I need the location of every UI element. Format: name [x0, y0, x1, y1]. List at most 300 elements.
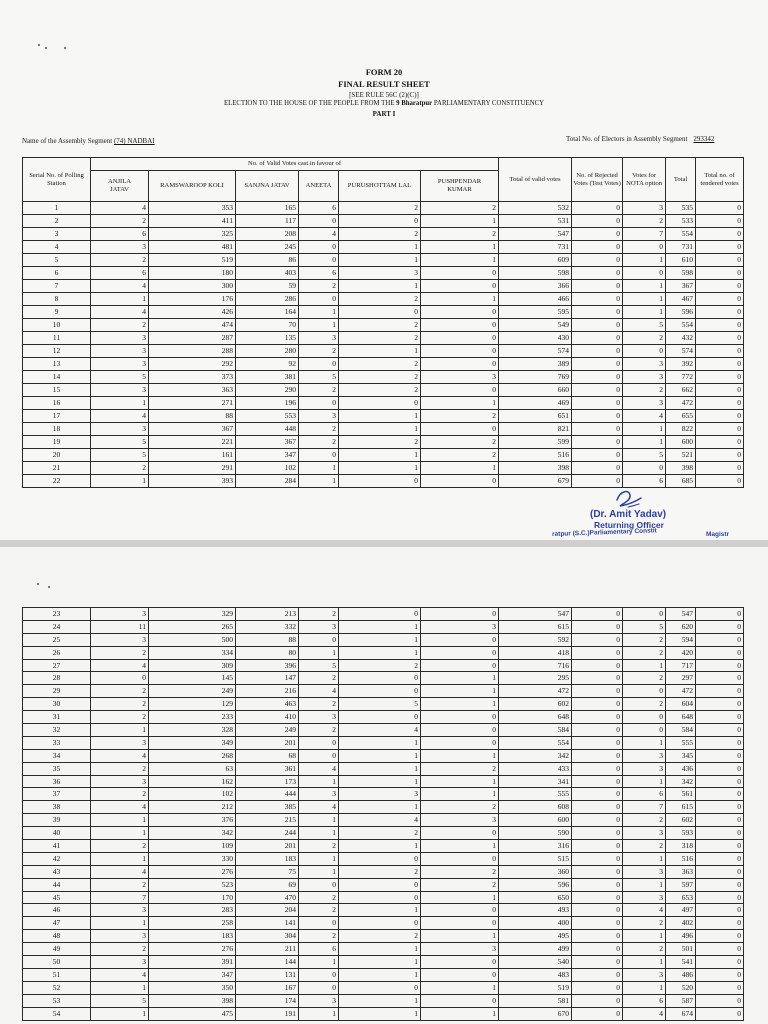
total-electors-label: Total No. of Electors in Assembly Segment [566, 135, 688, 143]
polling-station-row [23, 449, 744, 462]
cell-sanjna-jatav: 204 [236, 904, 299, 917]
cell-rejected: 0 [572, 633, 623, 646]
cell-rejected: 0 [572, 215, 623, 228]
cell-nota: 1 [623, 293, 666, 306]
cell-aneeta: 1 [299, 475, 339, 488]
sheet-title: FINAL RESULT SHEET [338, 79, 430, 89]
cell-purushottam-lal: 1 [339, 994, 421, 1007]
cell-aneeta: 2 [299, 930, 339, 943]
cell-aneeta: 3 [299, 620, 339, 633]
cell-anjila-jatav: 1 [91, 827, 149, 840]
cell-total-valid: 660 [499, 384, 572, 397]
cell-purushottam-lal: 1 [339, 254, 421, 267]
cell-serial: 7 [23, 280, 91, 293]
cell-anjila-jatav: 1 [91, 814, 149, 827]
cell-total: 561 [666, 788, 696, 801]
cell-total-valid: 469 [499, 397, 572, 410]
cell-aneeta: 1 [299, 646, 339, 659]
cell-anjila-jatav: 1 [91, 475, 149, 488]
cell-sanjna-jatav: 70 [236, 319, 299, 332]
cell-nota: 2 [623, 384, 666, 397]
cell-anjila-jatav: 11 [91, 620, 149, 633]
cell-pushpendar-kumar: 0 [421, 384, 499, 397]
cell-nota: 6 [623, 475, 666, 488]
cell-total: 620 [666, 620, 696, 633]
cell-pushpendar-kumar: 0 [421, 358, 499, 371]
cell-serial: 44 [23, 878, 91, 891]
cell-ramswaroop-koli: 88 [149, 410, 236, 423]
cell-rejected: 0 [572, 319, 623, 332]
cell-pushpendar-kumar: 1 [421, 840, 499, 853]
cell-total: 392 [666, 358, 696, 371]
cell-total: 516 [666, 852, 696, 865]
cell-ramswaroop-koli: 102 [149, 788, 236, 801]
cell-purushottam-lal: 1 [339, 762, 421, 775]
cell-nota: 3 [623, 358, 666, 371]
cell-tendered: 0 [696, 891, 744, 904]
candidate-name: RAMSWAROOP KOLI [160, 182, 224, 190]
cell-serial: 43 [23, 865, 91, 878]
cell-nota: 4 [623, 1007, 666, 1020]
cell-serial: 16 [23, 397, 91, 410]
cell-serial: 10 [23, 319, 91, 332]
candidate-header-aneeta [299, 171, 339, 202]
cell-anjila-jatav: 6 [91, 267, 149, 280]
cell-aneeta: 5 [299, 659, 339, 672]
cell-anjila-jatav: 3 [91, 904, 149, 917]
cell-pushpendar-kumar: 0 [421, 332, 499, 345]
cell-ramswaroop-koli: 292 [149, 358, 236, 371]
cell-nota: 2 [623, 943, 666, 956]
stamp-magistrate-text: Magistr [706, 531, 730, 538]
cell-pushpendar-kumar: 0 [421, 608, 499, 621]
cell-pushpendar-kumar: 2 [421, 449, 499, 462]
cell-purushottam-lal: 1 [339, 956, 421, 969]
cell-total: 345 [666, 749, 696, 762]
part-label: PART I [372, 110, 396, 118]
cell-total: 554 [666, 319, 696, 332]
cell-aneeta: 2 [299, 672, 339, 685]
cell-ramswaroop-koli: 426 [149, 306, 236, 319]
cell-ramswaroop-koli: 481 [149, 241, 236, 254]
cell-anjila-jatav: 3 [91, 332, 149, 345]
cell-purushottam-lal: 3 [339, 267, 421, 280]
cell-rejected: 0 [572, 891, 623, 904]
polling-station-row [23, 319, 744, 332]
cell-total: 496 [666, 930, 696, 943]
polling-station-row [23, 397, 744, 410]
cell-rejected: 0 [572, 711, 623, 724]
cell-purushottam-lal: 5 [339, 698, 421, 711]
cell-sanjna-jatav: 216 [236, 685, 299, 698]
cell-sanjna-jatav: 102 [236, 462, 299, 475]
cell-aneeta: 4 [299, 228, 339, 241]
cell-purushottam-lal: 0 [339, 891, 421, 904]
polling-station-row [23, 930, 744, 943]
cell-sanjna-jatav: 141 [236, 917, 299, 930]
cell-anjila-jatav: 2 [91, 762, 149, 775]
cell-tendered: 0 [696, 762, 744, 775]
cell-aneeta: 1 [299, 775, 339, 788]
cell-nota: 1 [623, 736, 666, 749]
cell-rejected: 0 [572, 749, 623, 762]
cell-serial: 47 [23, 917, 91, 930]
cell-rejected: 0 [572, 202, 623, 215]
cell-rejected: 0 [572, 449, 623, 462]
polling-station-row [23, 332, 744, 345]
polling-station-row [23, 956, 744, 969]
cell-serial: 22 [23, 475, 91, 488]
cell-anjila-jatav: 4 [91, 749, 149, 762]
cell-total-valid: 493 [499, 904, 572, 917]
cell-purushottam-lal: 1 [339, 943, 421, 956]
cell-nota: 3 [623, 827, 666, 840]
cell-anjila-jatav: 2 [91, 711, 149, 724]
cell-rejected: 0 [572, 762, 623, 775]
cell-anjila-jatav: 3 [91, 241, 149, 254]
cell-pushpendar-kumar: 1 [421, 462, 499, 475]
cell-sanjna-jatav: 88 [236, 633, 299, 646]
cell-tendered: 0 [696, 994, 744, 1007]
cell-nota: 1 [623, 280, 666, 293]
polling-station-row [23, 280, 744, 293]
cell-pushpendar-kumar: 0 [421, 633, 499, 646]
cell-aneeta: 3 [299, 788, 339, 801]
polling-station-row [23, 917, 744, 930]
cell-rejected: 0 [572, 371, 623, 384]
cell-pushpendar-kumar: 1 [421, 672, 499, 685]
cell-purushottam-lal: 2 [339, 827, 421, 840]
cell-sanjna-jatav: 332 [236, 620, 299, 633]
cell-anjila-jatav: 4 [91, 968, 149, 981]
cell-total: 674 [666, 1007, 696, 1020]
cell-serial: 42 [23, 852, 91, 865]
polling-station-row [23, 891, 744, 904]
signatory-name: (Dr. Amit Yadav) [590, 509, 667, 520]
cell-pushpendar-kumar: 2 [421, 436, 499, 449]
cell-total-valid: 592 [499, 633, 572, 646]
cell-total-valid: 584 [499, 724, 572, 737]
cell-total: 587 [666, 994, 696, 1007]
cell-pushpendar-kumar: 1 [421, 775, 499, 788]
cell-nota: 0 [623, 267, 666, 280]
cell-nota: 7 [623, 228, 666, 241]
cell-ramswaroop-koli: 500 [149, 633, 236, 646]
cell-tendered: 0 [696, 293, 744, 306]
cell-tendered: 0 [696, 865, 744, 878]
cell-serial: 33 [23, 736, 91, 749]
cell-rejected: 0 [572, 436, 623, 449]
cell-sanjna-jatav: 448 [236, 423, 299, 436]
nota-header: Votes for NOTA option [623, 158, 666, 202]
cell-total: 574 [666, 345, 696, 358]
polling-station-row [23, 878, 744, 891]
cell-nota: 1 [623, 306, 666, 319]
polling-station-row [23, 865, 744, 878]
cell-nota: 0 [623, 241, 666, 254]
cell-total: 655 [666, 410, 696, 423]
cell-rejected: 0 [572, 904, 623, 917]
cell-total: 685 [666, 475, 696, 488]
cell-sanjna-jatav: 463 [236, 698, 299, 711]
cell-aneeta: 2 [299, 840, 339, 853]
cell-sanjna-jatav: 245 [236, 241, 299, 254]
cell-purushottam-lal: 1 [339, 904, 421, 917]
cell-tendered: 0 [696, 202, 744, 215]
cell-pushpendar-kumar: 0 [421, 267, 499, 280]
cell-total: 547 [666, 608, 696, 621]
cell-total-valid: 615 [499, 620, 572, 633]
form-number: FORM 20 [365, 67, 403, 77]
polling-station-row [23, 801, 744, 814]
cell-rejected: 0 [572, 1007, 623, 1020]
cell-aneeta: 4 [299, 685, 339, 698]
scan-speck [45, 47, 47, 49]
cell-tendered: 0 [696, 358, 744, 371]
cell-sanjna-jatav: 249 [236, 724, 299, 737]
cell-pushpendar-kumar: 0 [421, 280, 499, 293]
cell-nota: 1 [623, 930, 666, 943]
cell-sanjna-jatav: 201 [236, 736, 299, 749]
cell-tendered: 0 [696, 384, 744, 397]
polling-station-row [23, 698, 744, 711]
cell-aneeta: 1 [299, 865, 339, 878]
cell-serial: 19 [23, 436, 91, 449]
cell-total-valid: 366 [499, 280, 572, 293]
polling-station-row [23, 254, 744, 267]
cell-purushottam-lal: 0 [339, 397, 421, 410]
cell-total: 662 [666, 384, 696, 397]
cell-ramswaroop-koli: 129 [149, 698, 236, 711]
cell-rejected: 0 [572, 865, 623, 878]
cell-aneeta: 3 [299, 332, 339, 345]
polling-station-row [23, 788, 744, 801]
cell-rejected: 0 [572, 788, 623, 801]
election-suffix: PARLIAMENTARY CONSTITUENCY [433, 100, 545, 107]
cell-pushpendar-kumar: 0 [421, 994, 499, 1007]
cell-rejected: 0 [572, 254, 623, 267]
cell-anjila-jatav: 5 [91, 436, 149, 449]
valid-votes-group-header: No. of Valid Votes cast in favour of [91, 158, 499, 171]
cell-total: 363 [666, 865, 696, 878]
cell-total: 717 [666, 659, 696, 672]
cell-purushottam-lal: 0 [339, 981, 421, 994]
total-valid-header: Total of valid votes [499, 158, 572, 202]
cell-sanjna-jatav: 80 [236, 646, 299, 659]
cell-purushottam-lal: 2 [339, 293, 421, 306]
cell-purushottam-lal: 3 [339, 788, 421, 801]
cell-ramswaroop-koli: 523 [149, 878, 236, 891]
cell-total-valid: 516 [499, 449, 572, 462]
cell-total-valid: 400 [499, 917, 572, 930]
cell-nota: 0 [623, 711, 666, 724]
polling-station-row [23, 994, 744, 1007]
polling-station-row [23, 215, 744, 228]
candidate-header-ramswaroop-koli [149, 171, 236, 202]
cell-anjila-jatav: 3 [91, 358, 149, 371]
cell-anjila-jatav: 5 [91, 994, 149, 1007]
cell-tendered: 0 [696, 956, 744, 969]
polling-station-row [23, 267, 744, 280]
polling-station-row [23, 762, 744, 775]
cell-serial: 50 [23, 956, 91, 969]
cell-anjila-jatav: 4 [91, 280, 149, 293]
cell-total-valid: 360 [499, 865, 572, 878]
cell-total: 472 [666, 397, 696, 410]
cell-anjila-jatav: 4 [91, 202, 149, 215]
cell-ramswaroop-koli: 63 [149, 762, 236, 775]
cell-tendered: 0 [696, 840, 744, 853]
cell-tendered: 0 [696, 659, 744, 672]
cell-serial: 4 [23, 241, 91, 254]
cell-total-valid: 598 [499, 267, 572, 280]
cell-aneeta: 1 [299, 814, 339, 827]
cell-total-valid: 519 [499, 981, 572, 994]
cell-tendered: 0 [696, 981, 744, 994]
cell-total-valid: 398 [499, 462, 572, 475]
cell-serial: 1 [23, 202, 91, 215]
cell-rejected: 0 [572, 608, 623, 621]
cell-total: 486 [666, 968, 696, 981]
cell-nota: 4 [623, 410, 666, 423]
candidate-header-sanjna-jatav [236, 171, 299, 202]
cell-tendered: 0 [696, 968, 744, 981]
cell-sanjna-jatav: 304 [236, 930, 299, 943]
cell-anjila-jatav: 1 [91, 981, 149, 994]
cell-nota: 3 [623, 202, 666, 215]
cell-pushpendar-kumar: 1 [421, 891, 499, 904]
cell-purushottam-lal: 0 [339, 711, 421, 724]
cell-anjila-jatav: 4 [91, 659, 149, 672]
polling-station-row [23, 633, 744, 646]
cell-pushpendar-kumar: 3 [421, 943, 499, 956]
cell-ramswaroop-koli: 334 [149, 646, 236, 659]
cell-rejected: 0 [572, 698, 623, 711]
cell-anjila-jatav: 3 [91, 384, 149, 397]
cell-sanjna-jatav: 68 [236, 749, 299, 762]
cell-sanjna-jatav: 385 [236, 801, 299, 814]
cell-anjila-jatav: 3 [91, 956, 149, 969]
cell-serial: 17 [23, 410, 91, 423]
cell-total-valid: 821 [499, 423, 572, 436]
cell-ramswaroop-koli: 258 [149, 917, 236, 930]
cell-purushottam-lal: 1 [339, 736, 421, 749]
cell-aneeta: 0 [299, 293, 339, 306]
cell-aneeta: 0 [299, 241, 339, 254]
cell-sanjna-jatav: 191 [236, 1007, 299, 1020]
cell-anjila-jatav: 2 [91, 788, 149, 801]
cell-ramswaroop-koli: 393 [149, 475, 236, 488]
cell-aneeta: 0 [299, 633, 339, 646]
cell-nota: 0 [623, 462, 666, 475]
cell-total: 533 [666, 215, 696, 228]
cell-ramswaroop-koli: 475 [149, 1007, 236, 1020]
cell-anjila-jatav: 6 [91, 228, 149, 241]
polling-station-row [23, 202, 744, 215]
cell-ramswaroop-koli: 342 [149, 827, 236, 840]
cell-purushottam-lal: 2 [339, 930, 421, 943]
cell-purushottam-lal: 4 [339, 814, 421, 827]
cell-ramswaroop-koli: 271 [149, 397, 236, 410]
cell-total-valid: 430 [499, 332, 572, 345]
cell-serial: 49 [23, 943, 91, 956]
cell-purushottam-lal: 0 [339, 608, 421, 621]
cell-sanjna-jatav: 286 [236, 293, 299, 306]
cell-total-valid: 769 [499, 371, 572, 384]
cell-total-valid: 599 [499, 436, 572, 449]
cell-purushottam-lal: 0 [339, 917, 421, 930]
polling-station-row [23, 410, 744, 423]
cell-total-valid: 596 [499, 878, 572, 891]
cell-tendered: 0 [696, 930, 744, 943]
cell-ramswaroop-koli: 347 [149, 968, 236, 981]
cell-ramswaroop-koli: 161 [149, 449, 236, 462]
cell-ramswaroop-koli: 233 [149, 711, 236, 724]
cell-anjila-jatav: 2 [91, 840, 149, 853]
cell-purushottam-lal: 1 [339, 968, 421, 981]
cell-sanjna-jatav: 59 [236, 280, 299, 293]
cell-rejected: 0 [572, 384, 623, 397]
cell-total-valid: 540 [499, 956, 572, 969]
cell-pushpendar-kumar: 1 [421, 685, 499, 698]
cell-tendered: 0 [696, 319, 744, 332]
cell-anjila-jatav: 3 [91, 930, 149, 943]
cell-tendered: 0 [696, 1007, 744, 1020]
cell-purushottam-lal: 2 [339, 659, 421, 672]
cell-rejected: 0 [572, 917, 623, 930]
cell-ramswaroop-koli: 268 [149, 749, 236, 762]
serial-header: Serial No. of Polling Station [23, 158, 91, 202]
cell-ramswaroop-koli: 391 [149, 956, 236, 969]
cell-total: 501 [666, 943, 696, 956]
cell-pushpendar-kumar: 3 [421, 371, 499, 384]
cell-nota: 2 [623, 698, 666, 711]
cell-total: 402 [666, 917, 696, 930]
cell-total-valid: 499 [499, 943, 572, 956]
cell-sanjna-jatav: 381 [236, 371, 299, 384]
cell-aneeta: 0 [299, 878, 339, 891]
cell-serial: 52 [23, 981, 91, 994]
cell-tendered: 0 [696, 775, 744, 788]
polling-station-row [23, 228, 744, 241]
cell-anjila-jatav: 2 [91, 646, 149, 659]
cell-nota: 1 [623, 852, 666, 865]
scan-speck [48, 586, 50, 588]
cell-ramswaroop-koli: 411 [149, 215, 236, 228]
cell-ramswaroop-koli: 145 [149, 672, 236, 685]
cell-purushottam-lal: 1 [339, 345, 421, 358]
cell-sanjna-jatav: 470 [236, 891, 299, 904]
cell-tendered: 0 [696, 814, 744, 827]
cell-sanjna-jatav: 396 [236, 659, 299, 672]
cell-tendered: 0 [696, 423, 744, 436]
cell-nota: 1 [623, 254, 666, 267]
result-rows-part-1 [23, 202, 744, 488]
cell-total-valid: 716 [499, 659, 572, 672]
cell-serial: 20 [23, 449, 91, 462]
cell-purushottam-lal: 4 [339, 724, 421, 737]
cell-anjila-jatav: 3 [91, 345, 149, 358]
cell-serial: 34 [23, 749, 91, 762]
cell-anjila-jatav: 3 [91, 775, 149, 788]
polling-station-row [23, 685, 744, 698]
cell-serial: 36 [23, 775, 91, 788]
cell-anjila-jatav: 1 [91, 1007, 149, 1020]
cell-purushottam-lal: 2 [339, 436, 421, 449]
cell-serial: 14 [23, 371, 91, 384]
cell-total: 772 [666, 371, 696, 384]
cell-serial: 41 [23, 840, 91, 853]
